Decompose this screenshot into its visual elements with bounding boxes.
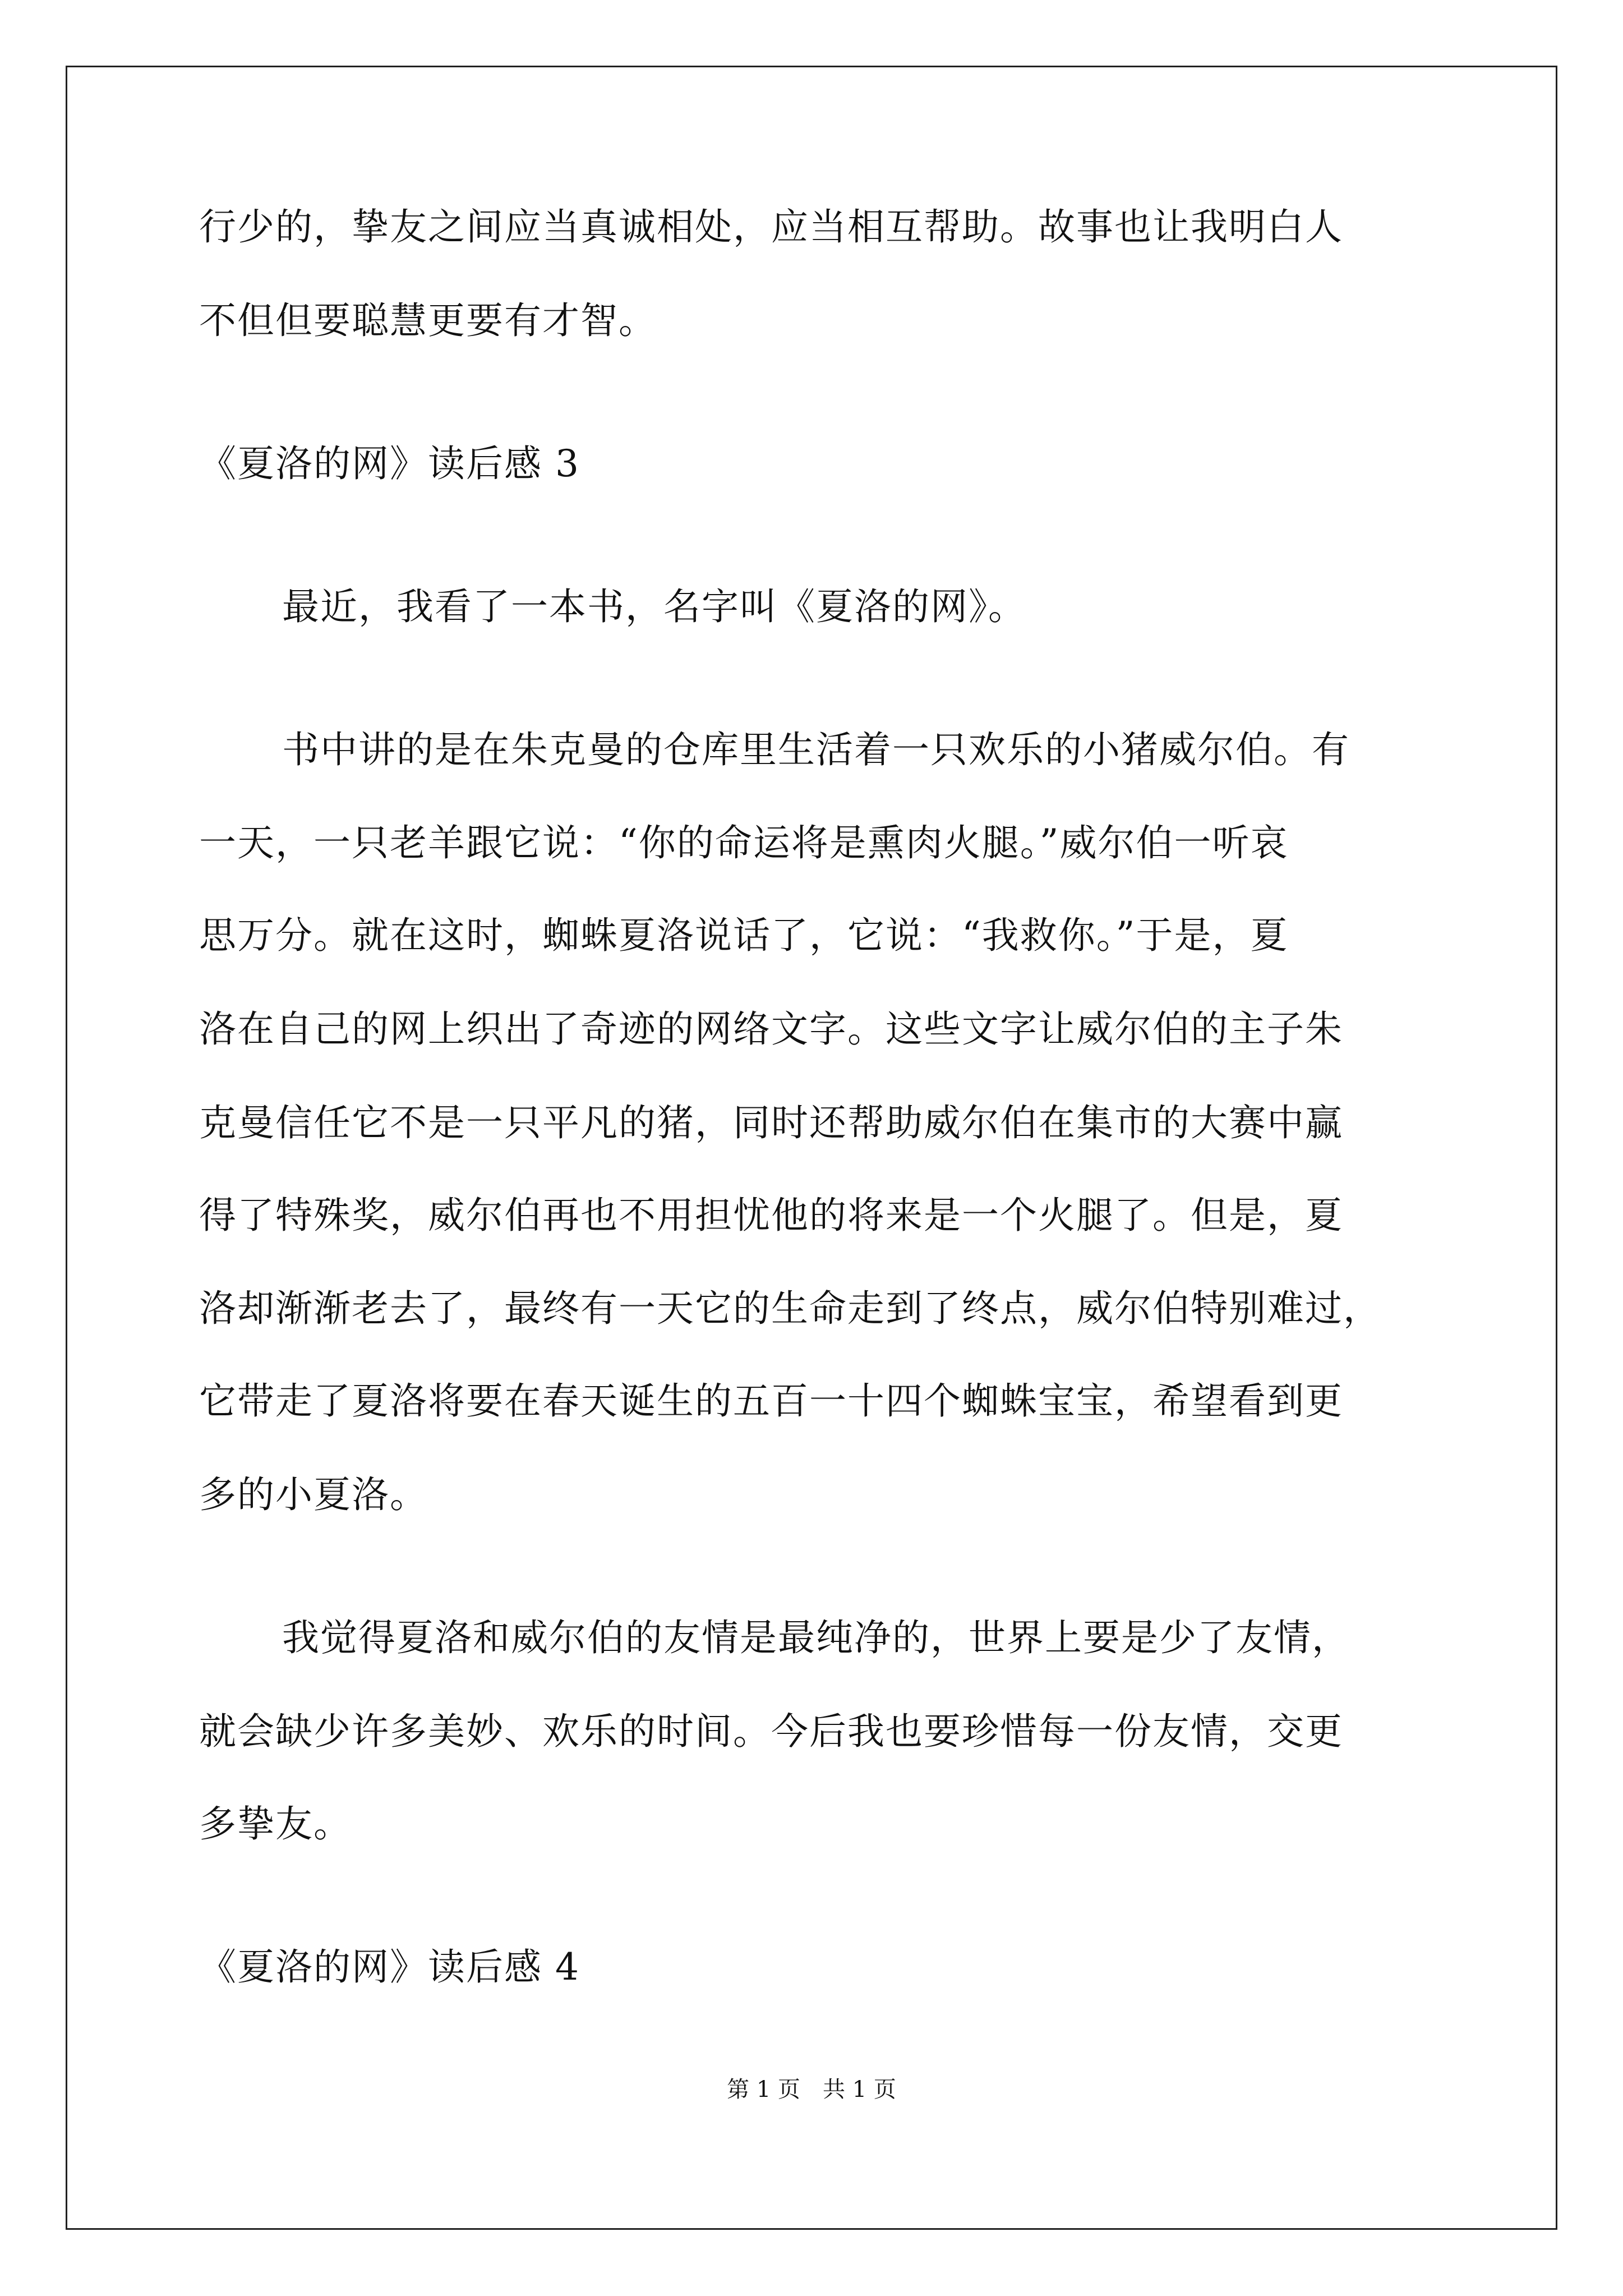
body-text-line: 多的小夏洛。 — [199, 1473, 428, 1516]
body-text-line: 不但但要聪慧更要有才智。 — [199, 299, 657, 342]
body-text-line: 我觉得夏洛和威尔伯的友情是最纯净的，世界上要是少了友情， — [282, 1616, 1350, 1659]
body-text-line: 最近，我看了一本书，名字叫《夏洛的网》。 — [282, 585, 1026, 628]
section-heading: 《夏洛的网》读后感 4 — [199, 1945, 580, 1989]
page-footer: 第 1 页 共 1 页 — [727, 2077, 896, 2102]
body-text-line: 克曼信任它不是一只平凡的猪，同时还帮助威尔伯在集市的大赛中赢 — [199, 1101, 1343, 1144]
page-border — [66, 66, 1557, 2230]
section-heading: 《夏洛的网》读后感 3 — [199, 442, 580, 485]
body-text-line: 洛在自己的网上织出了奇迹的网络文字。这些文字让威尔伯的主子朱 — [199, 1007, 1343, 1051]
body-text-line: 得了特殊奖，威尔伯再也不用担忧他的将来是一个火腿了。但是，夏 — [199, 1194, 1343, 1237]
body-text-line: 书中讲的是在朱克曼的仓库里生活着一只欢乐的小猪威尔伯。有 — [282, 728, 1350, 771]
body-text-line: 多挚友。 — [199, 1802, 352, 1846]
body-text-line: 行少的，挚友之间应当真诚相处，应当相互帮助。故事也让我明白人 — [199, 205, 1343, 249]
body-text-line: 它带走了夏洛将要在春天诞生的五百一十四个蜘蛛宝宝，希望看到更 — [199, 1379, 1343, 1423]
body-text-line: 洛却渐渐老去了，最终有一天它的生命走到了终点，威尔伯特别难过， — [199, 1287, 1381, 1330]
body-text-line: 思万分。就在这时，蜘蛛夏洛说话了，它说：“我救你。”于是，夏 — [199, 914, 1289, 957]
body-text-line: 一天，一只老羊跟它说：“你的命运将是熏肉火腿。”威尔伯一听哀 — [199, 821, 1289, 864]
body-text-line: 就会缺少许多美妙、欢乐的时间。今后我也要珍惜每一份友情，交更 — [199, 1710, 1343, 1753]
